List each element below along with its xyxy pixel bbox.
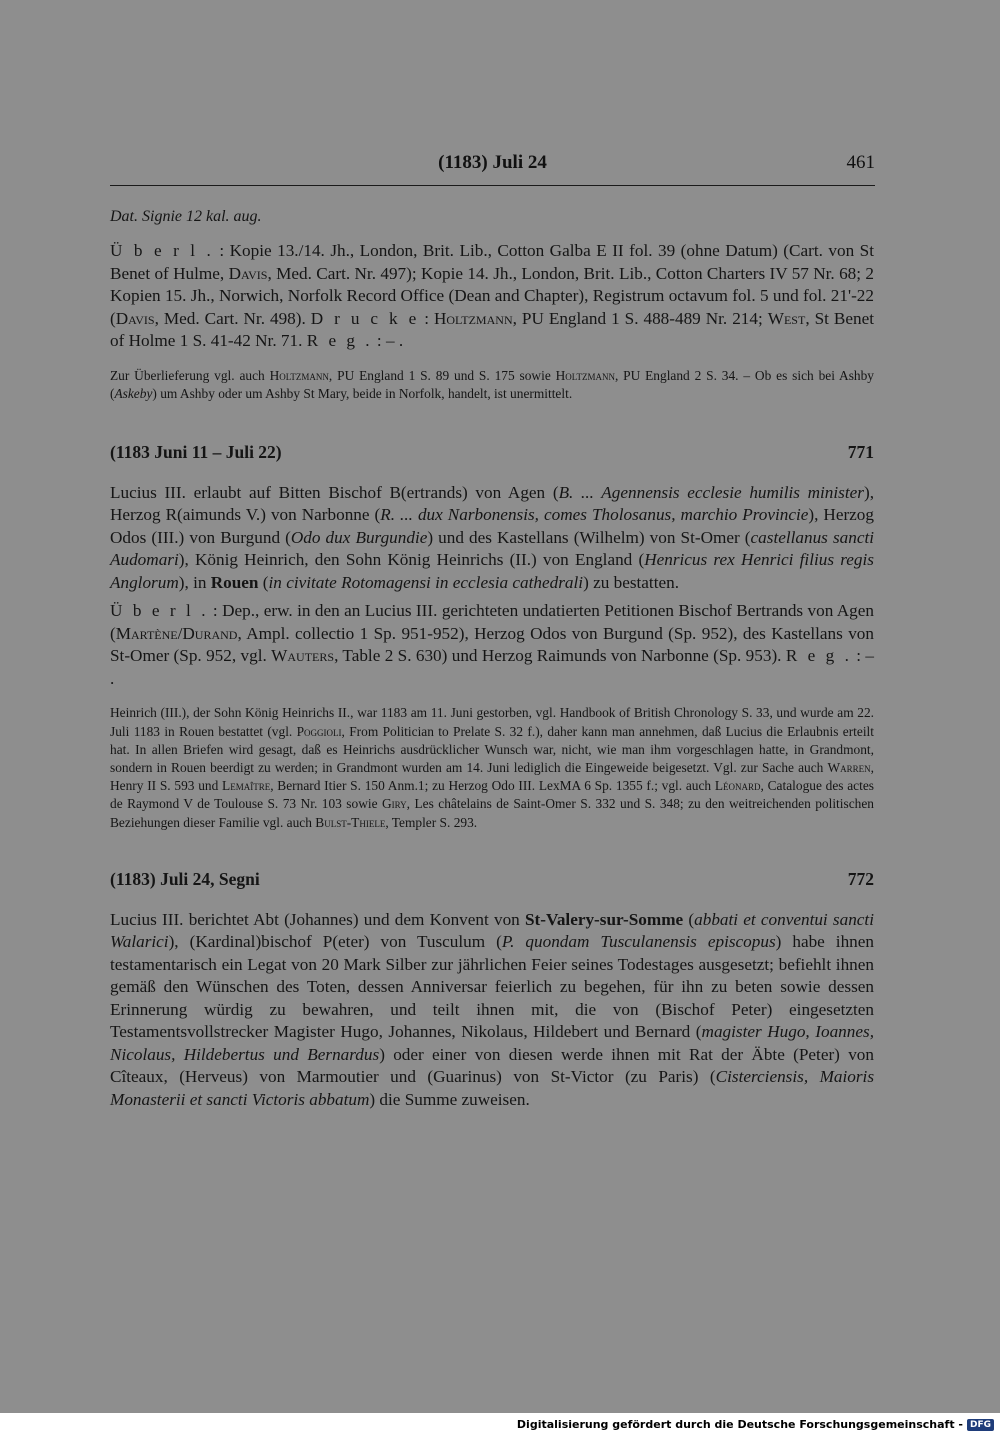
text-run: : – .	[110, 646, 875, 688]
text-run: , PU England 1 S. 89 und S. 175 sowie	[328, 367, 556, 383]
text-run: , Catalogue des actes de Raymond V de Toulouse S. 73 Nr. 103 sowie	[110, 778, 874, 812]
author-name: Giry	[381, 796, 407, 812]
text-run: , From Politician to Prelate S. 32 f.), daher kann man annehmen, daß Lucius die Erlaubnis erteilt hat. In allen Briefen wird gesagt, daß es Heinrichs ausdrücklicher Wunsch war, nicht, wie man ihm vorgeschlagen hatte, in Grandmont, sondern in Rouen beerdigt zu werden; in Grandmont wurden am 14. Juni lediglich die Eingeweide beigesetzt. Vgl. zur Sache auch	[110, 723, 874, 776]
text-run: , Henry II S. 593 und	[110, 760, 874, 794]
text-run: , Table 2 S. 630) und Herzog Raimunds von Narbonne (Sp. 953).	[334, 646, 786, 666]
latin-quote: Odo dux Burgundie	[290, 527, 428, 547]
entry-heading-771	[110, 442, 874, 468]
commentary-note	[110, 367, 874, 403]
author-name: Holtzmann	[433, 308, 513, 328]
text-run: ) um Ashby oder um Ashby St Mary, beide in Norfolk, handelt, ist unermittelt.	[152, 385, 573, 401]
regest-paragraph	[110, 909, 874, 1112]
author-name: West	[767, 308, 806, 328]
text-run: ) und des Kastellans (Wilhelm) von St-Omer (	[427, 527, 751, 547]
author-name: Warren	[827, 760, 871, 776]
label-uberl: Ü b e r l .	[110, 601, 209, 621]
label-reg: R e g .	[785, 646, 852, 666]
author-name: Wauters	[271, 646, 335, 666]
latin-quote: R. ... dux Narbonensis, comes Tholosanus, marchio Provincie	[380, 505, 809, 525]
funding-footer	[517, 1418, 994, 1431]
header-rule	[110, 185, 875, 186]
text-run: , Bernard Itier S. 150 Anm.1; zu Herzog Odo III. LexMA 6 Sp. 1355 f.; vgl. auch	[270, 778, 715, 794]
author-name: Martène/Durand	[115, 623, 238, 643]
text-run: Heinrich (III.), der Sohn König Heinrichs II., war 1183 am 11. Juni gestorben, vgl. Handbook of British Chronology S. 33, und wurde am 22. Juli 1183 in Rouen bestattet (vgl.	[110, 705, 874, 739]
author-name: Poggioli	[296, 723, 342, 739]
text-run: ) die Summe zuweisen.	[369, 1089, 530, 1109]
place-name: Rouen	[210, 572, 259, 592]
author-name: Holtzmann	[555, 367, 615, 383]
latin-quote: magister Hugo, Ioannes, Nicolaus, Hildebertus und Bernardus	[110, 1022, 874, 1064]
text-run: : – .	[372, 331, 404, 350]
text-run: ), in	[178, 572, 211, 592]
text-run: ), (Kardinal)bischof P(eter) von Tusculum (	[168, 932, 502, 952]
text-run: Lucius III. berichtet Abt (Johannes) und dem Konvent von	[110, 909, 525, 929]
tradition-paragraph	[110, 600, 874, 690]
text-run: (	[683, 909, 695, 929]
text-run: :	[419, 308, 434, 328]
text-run: : Dep., erw. in den an Lucius III. gerichteten undatierten Petitionen Bischof Bertrands von Agen (	[110, 601, 874, 643]
latin-quote: abbati et conventui sancti Walarici	[110, 909, 874, 952]
text-run: ) oder einer von diesen werde ihnen mit Rat der Äbte (Peter) von Cîteaux, (Herveus) von Marmoutier und (Guarinus) von St-Victor (zu Paris) (	[110, 1044, 874, 1087]
entry-date: (1183 Juni 11 – Juli 22)	[110, 441, 282, 462]
text-run: , Med. Cart. Nr. 497); Kopie 14. Jh., London, Brit. Lib., Cotton Charters IV 57 Nr. 68; 2 Kopien 15. Jh., Norwich, Norfolk Record Office (Dean and Chapter), Registrum octavum fol. 5 und fol. 21'-22 (	[110, 263, 874, 328]
text-run: ) zu bestatten.	[583, 572, 680, 592]
text-run: ), König Heinrich, den Sohn König Heinrichs (II.) von England (	[178, 550, 645, 570]
text-run: , St Benet of Holme 1 S. 41-42 Nr. 71.	[110, 308, 874, 350]
text-run: Zur Überlieferung vgl. auch	[110, 367, 270, 383]
text-run: : Kopie 13./14. Jh., London, Brit. Lib., Cotton Galba E II fol. 39 (ohne Datum) (Cart. von St Benet of Hulme,	[110, 241, 874, 283]
running-head	[110, 152, 875, 182]
author-name: Holtzmann	[269, 367, 329, 383]
commentary-note	[110, 704, 874, 831]
text-run: , Les châtelains de Saint-Omer S. 332 und S. 348; zu den weitreichenden politischen Beziehungen dieser Familie vgl. auch	[110, 796, 874, 830]
latin-quote: P. quondam Tusculanensis episcopus	[501, 932, 776, 952]
latin-quote: Cisterciensis, Maioris Monasterii et sancti Victoris abbatum	[110, 1067, 875, 1109]
author-name: Davis	[228, 263, 268, 283]
regest-paragraph	[110, 482, 874, 595]
latin-quote: B. ... Agennensis ecclesie humilis minister	[558, 482, 864, 502]
text-run: Lucius III. erlaubt auf Bitten Bischof B(ertrands) von Agen (	[110, 482, 559, 502]
label-uberl: Ü b e r l .	[110, 241, 214, 260]
text-run: , PU England 2 S. 34. – Ob es sich bei Ashby (	[110, 367, 875, 401]
funding-text: Digitalisierung gefördert durch die Deutsche Forschungsgemeinschaft -	[516, 1418, 963, 1431]
entry-number: 771	[847, 441, 874, 462]
text-run: (	[258, 572, 269, 592]
tradition-paragraph	[110, 240, 874, 353]
text-run: ), Herzog R(aimunds V.) von Narbonne (	[110, 482, 874, 525]
author-name: Bulst-Thiele	[315, 814, 386, 830]
text-run: ) habe ihnen testamentarisch ein Legat von 20 Mark Silber zur jährlichen Feier seines Todestages ausgesetzt; befiehlt ihnen gemäß den Wünschen des Toten, dessen Anniversar feierlich zu begehen, für ihn zu beten sowie dessen Erinnerung würdig zu bewahren, und teilt ihnen mit, die von (Bischof Peter) eingesetzten Testamentsvollstrecker Magister Hugo, Johannes, Nikolaus, Hildebert und Bernard (	[110, 932, 874, 1042]
author-name: Davis	[115, 308, 155, 328]
page-number: 461	[846, 152, 875, 173]
entry-number: 772	[847, 868, 874, 889]
page-content	[110, 208, 874, 1117]
label-drucke: D r u c k e	[310, 308, 420, 328]
text-run: , Templer S. 293.	[385, 814, 478, 830]
text-run: ), Herzog Odos (III.) von Burgund (	[110, 505, 874, 547]
text-run: , Ampl. collectio 1 Sp. 951-952), Herzog Odos von Burgund (Sp. 952), des Kastellans von St-Omer (Sp. 952, vgl.	[110, 623, 874, 666]
label-reg: R e g .	[306, 331, 373, 350]
entry-date: (1183) Juli 24, Segni	[110, 868, 260, 889]
entry-heading-772	[110, 869, 874, 895]
text-run: , Med. Cart. Nr. 498).	[154, 308, 311, 328]
latin-quote: castellanus sancti Audomari	[110, 527, 874, 570]
author-name: Léonard	[714, 778, 761, 794]
latin-term: Askeby	[114, 385, 153, 401]
dating-clause: Dat. Signie 12 kal. aug.	[110, 208, 262, 225]
text-run: , PU England 1 S. 488-489 Nr. 214;	[512, 308, 768, 328]
latin-quote: Henricus rex Henrici filius regis Anglorum	[110, 550, 874, 592]
dfg-logo-icon: DFG	[967, 1419, 994, 1431]
place-name: St-Valery-sur-Somme	[525, 909, 684, 929]
author-name: Lemaître	[222, 778, 271, 794]
latin-quote: in civitate Rotomagensi in ecclesia cathedrali	[268, 572, 584, 592]
running-title: (1183) Juli 24	[438, 152, 547, 173]
